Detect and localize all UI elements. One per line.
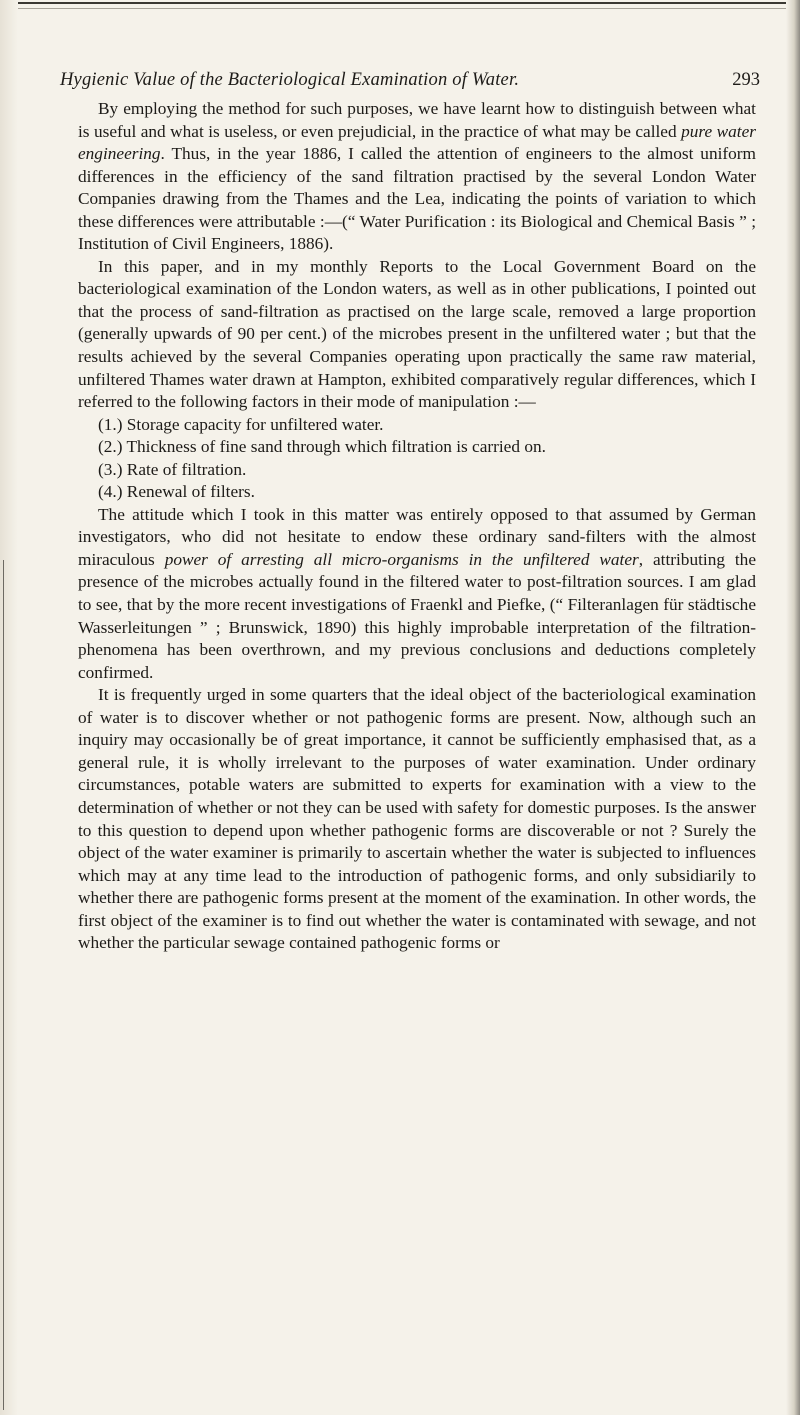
paragraph-3: The attitude which I took in this matter was entirely opposed to that assumed by German investigators, who did not hesitate to endow these ordinary sand-filters with the almost miraculous power of arresting all micro-organisms in the unfiltered water, attributing the presence of the microbes actually found in the filtered water to post-filtration sources. I am glad to see, that by the more recent investigations of Fraenkl and Piefke, (“ Filteranlagen für städtische Wasserleitungen ” ; Brunswick, 1890) this highly improbable interpretation of the filtration-phenomena has been overthrown, and my previous conclusions and deductions completely confirmed. — [78, 504, 756, 682]
body-text — [78, 98, 756, 955]
list-item: (4.) Renewal of filters. — [98, 482, 255, 502]
running-title: Hygienic Value of the Bacteriological Examination of Water. — [60, 70, 520, 90]
paragraph-1: By employing the method for such purposes, we have learnt how to distinguish between what is useful and what is useless, or even prejudicial, in the practice of what may be called pure water engineering. Thus, in the year 1886, I called the attention of engineers to the almost uniform differences in the efficiency of the sand filtration practised by the several London Water Companies drawing from the Thames and the Lea, indicating the points of variation to which these differences were attributable :—(“ Water Purification : its Biological and Chemical Basis ” ; Institution of Civil Engineers, 1886). — [78, 99, 756, 254]
emphasis-pure-water-engineering: pure water engineering — [78, 121, 756, 164]
list-item: (2.) Thickness of fine sand through which filtration is carried on. — [98, 437, 546, 457]
paragraph-4: It is frequently urged in some quarters that the ideal object of the bacteriological examination of water is to discover whether or not pathogenic forms are present. Now, although such an inquiry may occasionally be of great importance, it cannot be sufficiently emphasised that, as a general rule, it is wholly irrelevant to the purposes of water examination. Under ordinary circumstances, potable waters are submitted to experts for examination with a view to the determination of whether or not they can be used with safety for domestic purposes. Is the answer to this question to depend upon whether pathogenic forms are discoverable or not ? Surely the object of the water examiner is primarily to ascertain whether the water is subjected to influences which may at any time lead to the introduction of pathogenic forms, and only subsidiarily to whether there are pathogenic forms present at the moment of the examination. In other words, the first object of the examiner is to find out whether the water is contaminated with sewage, and not whether the particular sewage contained pathogenic forms or — [78, 685, 756, 953]
running-head — [60, 70, 760, 96]
left-binding-line — [3, 560, 4, 1410]
list-item: (1.) Storage capacity for unfiltered water. — [98, 414, 384, 434]
top-border-hairline — [0, 8, 800, 9]
right-page-edge — [786, 0, 800, 1415]
page-number: 293 — [732, 70, 760, 90]
list-item: (3.) Rate of filtration. — [98, 459, 247, 479]
top-border-line — [0, 2, 800, 4]
paragraph-2: In this paper, and in my monthly Reports to the Local Government Board on the bacteriological examination of the London waters, as well as in other publications, I pointed out that the process of sand-filtration as practised on the large scale, removed a large proportion (generally upwards of 90 per cent.) of the microbes present in the unfiltered water ; but that the results achieved by the several Companies operating upon practically the same raw material, unfiltered Thames water drawn at Hampton, exhibited comparatively regular differences, which I referred to the following factors in their mode of manipulation :— — [78, 256, 756, 412]
emphasis-power-of-arresting: power of arresting all micro-organisms in the unfiltered water — [164, 549, 639, 569]
